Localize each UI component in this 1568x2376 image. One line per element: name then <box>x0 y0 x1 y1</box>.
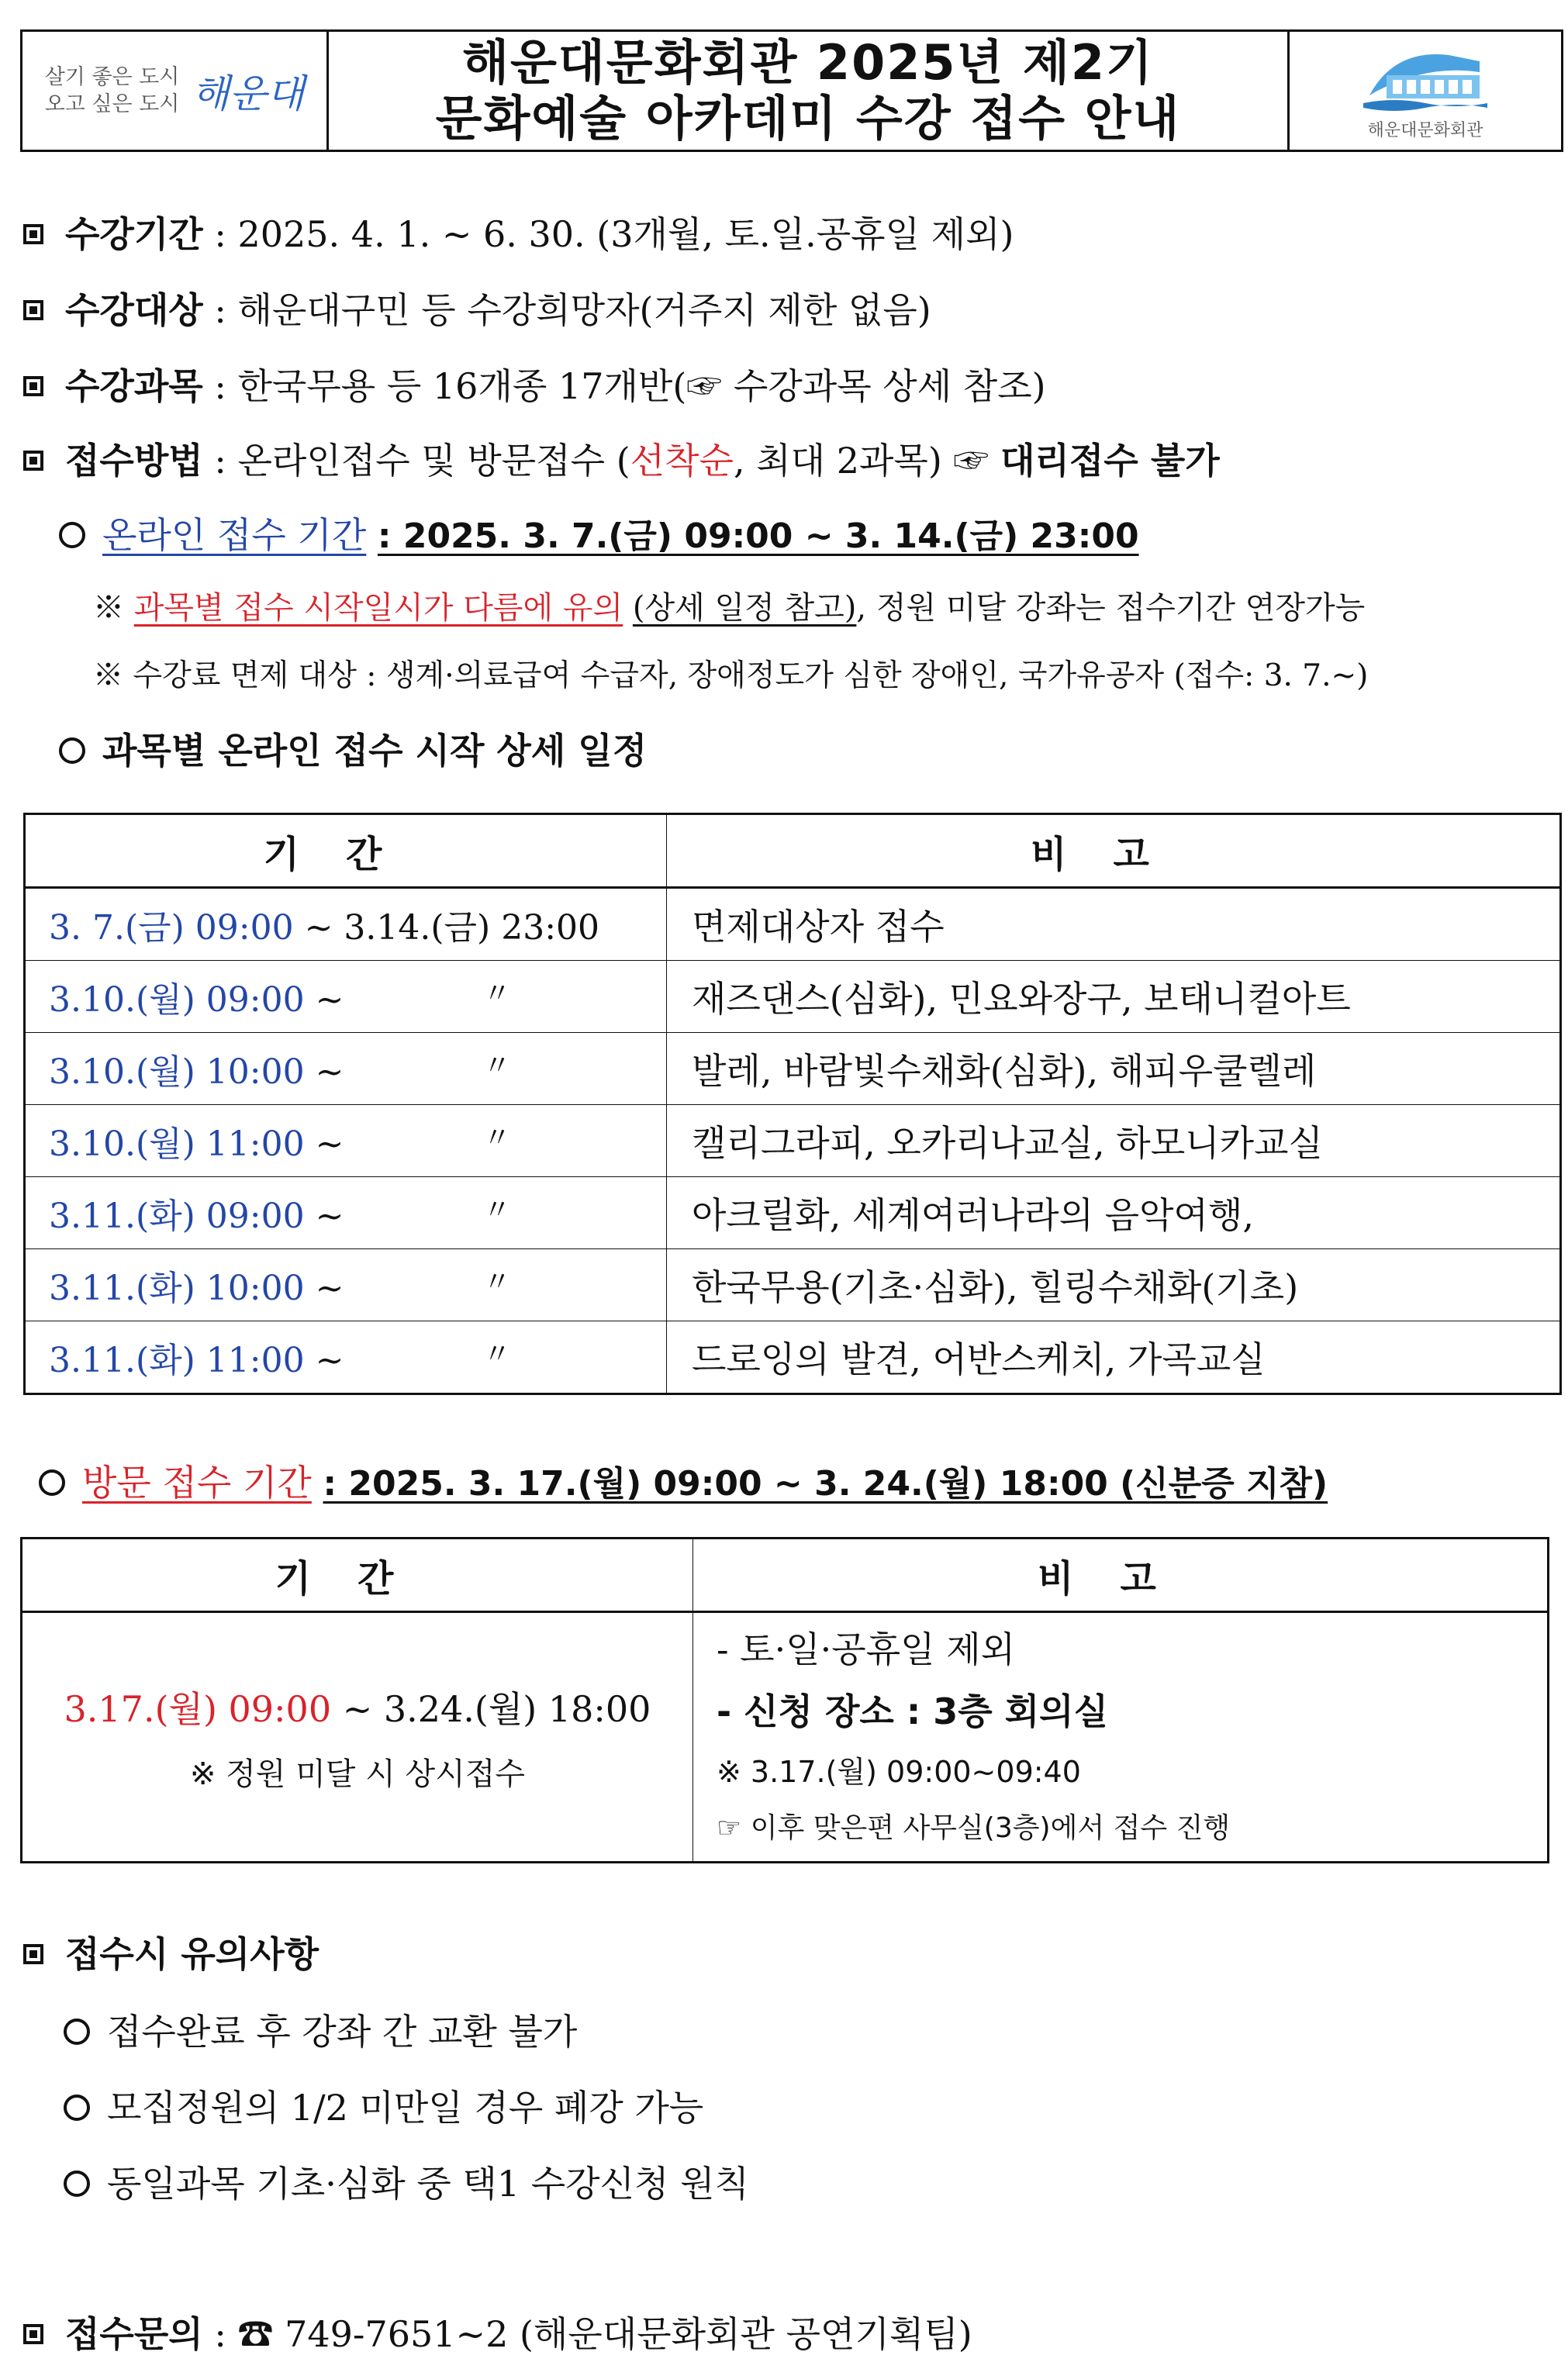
courses-row <box>23 358 1046 409</box>
row-date: 3.11.(화) 10:00 <box>49 1269 305 1308</box>
courses-value: : 한국무용 등 16개종 17개반(☞ 수강과목 상세 참조) <box>214 365 1046 407</box>
title-line-2: 문화예술 아카데미 수강 접수 안내 <box>435 90 1181 147</box>
caution-item <box>64 2156 749 2207</box>
schedule-title-row <box>59 723 647 774</box>
schedule-title: 과목별 온라인 접수 시작 상세 일정 <box>102 730 648 772</box>
target-label: 수강대상 <box>65 289 203 331</box>
note-1-rest: , 정원 미달 강좌는 접수기간 연장가능 <box>856 590 1366 626</box>
period-row <box>23 206 1014 257</box>
row-date-tail: ~ <box>315 1124 344 1164</box>
online-schedule-table <box>23 813 1562 1395</box>
row-date-tail: ~ <box>315 1052 344 1092</box>
square-bullet-icon <box>23 224 43 244</box>
visit-note-2: - 신청 장소 : 3층 회의실 <box>717 1690 1109 1732</box>
title-line-1: 해운대문화회관 2025년 제2기 <box>462 34 1154 92</box>
circle-bullet-icon <box>59 737 85 764</box>
column-header-period: 기간 <box>22 1539 693 1612</box>
online-note-2: ※ 수강료 면제 대상 : 생계·의료급여 수급자, 장애정도가 심한 장애인, 국가유공자 (접수: 3. 7.~) <box>93 658 1369 693</box>
table-row <box>25 1105 1561 1177</box>
city-logo <box>22 32 329 150</box>
row-note: 재즈댄스(심화), 민요와장구, 보태니컬아트 <box>667 961 1561 1033</box>
table-row <box>25 1321 1561 1394</box>
table-row <box>25 1249 1561 1321</box>
row-date: 3. 7.(금) 09:00 <box>49 908 294 948</box>
cautions-title: 접수시 유의사항 <box>65 1933 319 1975</box>
online-note-1 <box>93 583 1365 627</box>
online-period-value: : 2025. 3. 7.(금) 09:00 ~ 3. 14.(금) 23:00 <box>377 516 1139 556</box>
courses-label: 수강과목 <box>65 365 203 407</box>
caution-item <box>64 2080 703 2131</box>
no-proxy-text: 대리접수 불가 <box>1000 440 1220 482</box>
row-date-tail: ~ 3.14.(금) 23:00 <box>304 908 600 948</box>
ditto-mark: 〃 <box>483 1050 512 1082</box>
table-row <box>25 961 1561 1033</box>
period-value: : 2025. 4. 1. ~ 6. 30. (3개월, 토.일.공휴일 제외) <box>214 213 1014 255</box>
row-date: 3.11.(화) 09:00 <box>49 1197 305 1236</box>
row-note: 드로잉의 발견, 어반스케치, 가곡교실 <box>667 1321 1561 1394</box>
circle-bullet-icon <box>64 2171 90 2197</box>
square-bullet-icon <box>23 1944 43 1964</box>
first-come-text: 선착순 <box>630 440 734 482</box>
online-period-row <box>59 507 1139 558</box>
method-label: 접수방법 <box>65 440 203 482</box>
column-header-note: 비고 <box>667 814 1561 888</box>
contact-value: : ☎ 749-7651~2 (해운대문화회관 공연기획팀) <box>214 2313 972 2355</box>
square-bullet-icon <box>23 451 43 471</box>
period-label: 수강기간 <box>65 213 203 255</box>
caution-text: 모집정원의 1/2 미만일 경우 폐강 가능 <box>107 2087 704 2129</box>
visit-period-label: 방문 접수 기간 <box>82 1462 312 1504</box>
note-marker: ※ <box>93 590 124 626</box>
row-date: 3.10.(월) 09:00 <box>49 980 305 1020</box>
row-note: 발레, 바람빛수채화(심화), 해피우쿨렐레 <box>667 1033 1561 1105</box>
visit-date-rest: ~ 3.24.(월) 18:00 <box>342 1687 651 1730</box>
city-logo-text: 해운대 <box>192 71 305 116</box>
target-value: : 해운대구민 등 수강희망자(거주지 제한 없음) <box>214 289 931 331</box>
row-note: 면제대상자 접수 <box>667 888 1561 961</box>
square-bullet-icon <box>23 300 43 320</box>
online-period-label: 온라인 접수 기간 <box>102 514 367 556</box>
circle-bullet-icon <box>64 2095 90 2121</box>
row-date-tail: ~ <box>315 980 344 1020</box>
circle-bullet-icon <box>59 522 85 548</box>
ditto-mark: 〃 <box>483 1266 512 1298</box>
column-header-note: 비고 <box>693 1539 1549 1612</box>
visit-date-note: ※ 정원 미달 시 상시접수 <box>189 1756 526 1792</box>
document-title <box>329 32 1287 150</box>
caution-item <box>64 2004 577 2055</box>
square-bullet-icon <box>23 376 43 396</box>
circle-bullet-icon <box>64 2019 90 2045</box>
ditto-mark: 〃 <box>483 1122 512 1154</box>
caution-text: 접수완료 후 강좌 간 교환 불가 <box>107 2011 578 2053</box>
table-row <box>25 1033 1561 1105</box>
row-note: 한국무용(기초·심화), 힐링수채화(기초) <box>667 1249 1561 1321</box>
caution-text: 동일과목 기초·심화 중 택1 수강신청 원칙 <box>107 2163 749 2205</box>
visit-date-range <box>22 1681 692 1732</box>
cautions-title-row <box>23 1926 319 1977</box>
venue-building-icon <box>1363 41 1487 112</box>
method-row <box>23 433 1220 484</box>
table-row <box>25 1177 1561 1249</box>
contact-label: 접수문의 <box>65 2313 203 2355</box>
row-note: 아크릴화, 세계여러나라의 음악여행, <box>667 1177 1561 1249</box>
venue-logo <box>1287 32 1561 150</box>
venue-logo-caption: 해운대문화회관 <box>1367 120 1483 140</box>
ditto-mark: 〃 <box>483 1194 512 1226</box>
table-row <box>25 888 1561 961</box>
square-bullet-icon <box>23 2324 43 2344</box>
target-row <box>23 282 931 333</box>
column-header-period: 기간 <box>25 814 667 888</box>
visit-table <box>20 1537 1549 1863</box>
method-value: : 온라인접수 및 방문접수 ( <box>214 440 630 482</box>
slogan-line-1: 살기 좋은 도시 <box>44 64 180 89</box>
table-row <box>22 1612 1549 1863</box>
row-date: 3.10.(월) 10:00 <box>49 1052 305 1092</box>
row-date-tail: ~ <box>315 1341 344 1380</box>
visit-period-row <box>39 1455 1328 1506</box>
note-1-underline: (상세 일정 참고) <box>632 590 857 626</box>
table-header-row <box>22 1539 1549 1612</box>
visit-period-value: : 2025. 3. 17.(월) 09:00 ~ 3. 24.(월) 18:00 (신분증 지참) <box>323 1464 1328 1504</box>
ditto-mark: 〃 <box>483 1338 512 1370</box>
document-header <box>20 29 1563 152</box>
circle-bullet-icon <box>39 1469 65 1496</box>
method-value-2: , 최대 2과목) ☞ <box>733 440 989 482</box>
contact-row <box>23 2306 972 2357</box>
visit-note-3: ※ 3.17.(월) 09:00~09:40 <box>717 1755 1081 1789</box>
ditto-mark: 〃 <box>483 978 512 1010</box>
visit-date-red: 3.17.(월) 09:00 <box>64 1687 332 1730</box>
row-date-tail: ~ <box>315 1269 344 1308</box>
row-note: 캘리그라피, 오카리나교실, 하모니카교실 <box>667 1105 1561 1177</box>
row-date: 3.10.(월) 11:00 <box>49 1124 305 1164</box>
city-slogan <box>45 64 180 118</box>
row-date-tail: ~ <box>315 1197 344 1236</box>
note-1-red: 과목별 접수 시작일시가 다름에 유의 <box>133 590 623 626</box>
table-header-row <box>25 814 1561 888</box>
visit-note-1: - 토·일·공휴일 제외 <box>717 1628 1016 1670</box>
slogan-line-2: 오고 싶은 도시 <box>44 92 180 116</box>
row-date: 3.11.(화) 11:00 <box>49 1341 305 1380</box>
visit-note-4: ☞ 이후 맞은편 사무실(3층)에서 접수 진행 <box>717 1812 1231 1844</box>
